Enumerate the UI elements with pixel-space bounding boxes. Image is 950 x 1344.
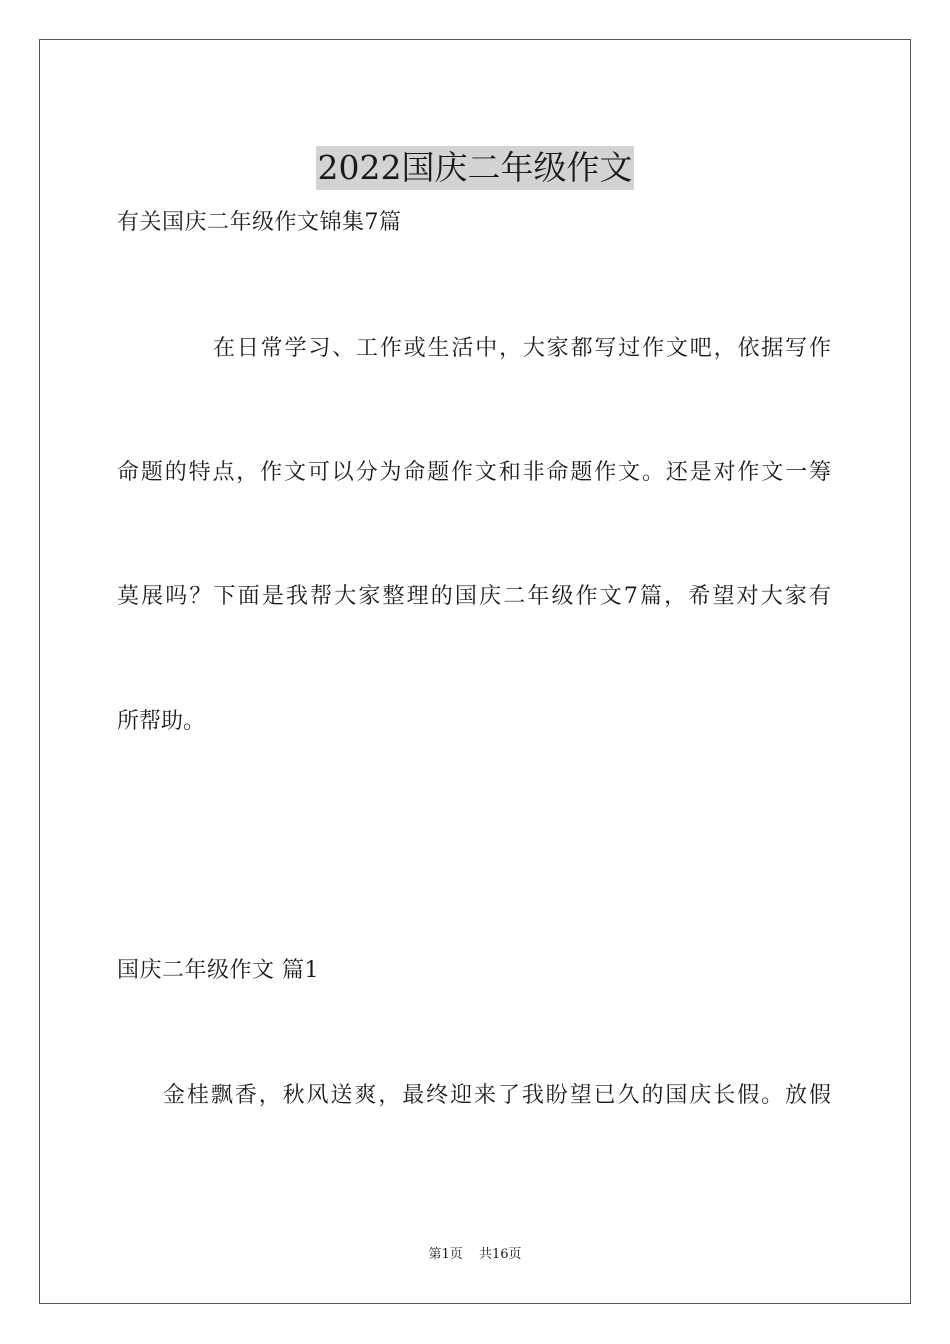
intro-paragraph-line-4: 所帮助。 bbox=[117, 709, 206, 734]
intro-paragraph-line-1: 在日常学习、工作或生活中，大家都写过作文吧，依据写作 bbox=[213, 336, 831, 361]
document-title: 2022国庆二年级作文 bbox=[316, 146, 635, 190]
intro-paragraph-line-3: 莫展吗？下面是我帮大家整理的国庆二年级作文7篇，希望对大家有 bbox=[117, 584, 831, 609]
page-number: 第1页 bbox=[428, 1247, 463, 1262]
title-container bbox=[0, 124, 950, 212]
section-paragraph-line-1: 金桂飘香，秋风送爽，最终迎来了我盼望已久的国庆长假。放假 bbox=[163, 1083, 831, 1108]
intro-paragraph-line-2: 命题的特点，作文可以分为命题作文和非命题作文。还是对作文一筹 bbox=[117, 460, 831, 485]
page-footer bbox=[0, 1246, 950, 1264]
section-heading: 国庆二年级作文 篇1 bbox=[117, 958, 319, 983]
page-total: 共16页 bbox=[478, 1247, 522, 1262]
document-subtitle: 有关国庆二年级作文锦集7篇 bbox=[117, 210, 402, 235]
